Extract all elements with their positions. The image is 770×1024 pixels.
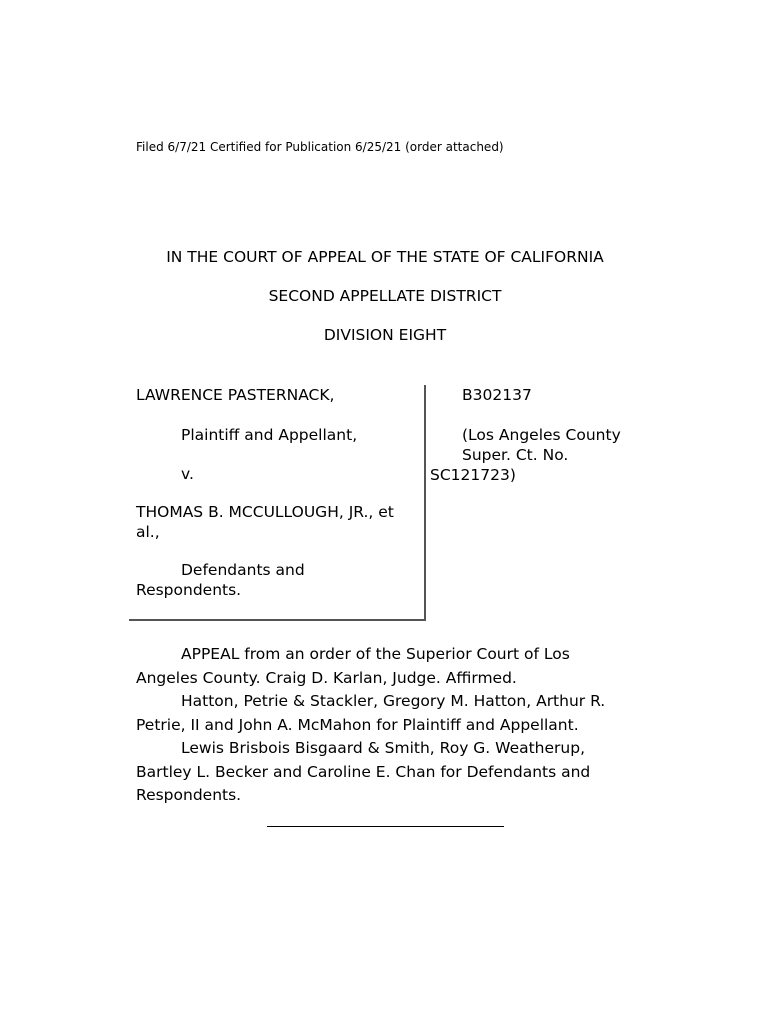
caption-divider-horizontal <box>129 619 426 621</box>
respondent-counsel-paragraph: Lewis Brisbois Bisgaard & Smith, Roy G. Weatherup, Bartley L. Becker and Caroline E. Chan for Defendants and Respondents. <box>136 739 591 804</box>
versus-label: v. <box>181 465 194 483</box>
opinion-preamble <box>136 643 636 808</box>
district-title: SECOND APPELLATE DISTRICT <box>268 287 502 305</box>
appeal-paragraph: APPEAL from an order of the Superior Court of Los Angeles County. Craig D. Karlan, Judge. Affirmed. <box>136 645 570 687</box>
appellant-counsel-paragraph: Hatton, Petrie & Stackler, Gregory M. Hatton, Arthur R. Petrie, II and John A. McMahon for Plaintiff and Appellant. <box>136 692 606 734</box>
plaintiff-name: LAWRENCE PASTERNACK, <box>136 386 335 404</box>
superior-court-line-3: SC121723) <box>430 466 516 484</box>
section-separator-line <box>267 826 504 827</box>
defendant-role: Defendants and Respondents. <box>136 561 305 599</box>
superior-court-line-1: (Los Angeles County <box>462 426 621 444</box>
caption-divider-vertical <box>424 385 426 620</box>
division-title: DIVISION EIGHT <box>323 326 447 344</box>
filing-note: Filed 6/7/21 Certified for Publication 6/25/21 (order attached) <box>136 140 504 154</box>
case-caption-parties <box>136 385 411 600</box>
court-title: IN THE COURT OF APPEAL OF THE STATE OF CALIFORNIA <box>166 248 604 266</box>
superior-court-line-2: Super. Ct. No. <box>462 446 569 464</box>
defendant-name: THOMAS B. MCCULLOUGH, JR., et al., <box>136 503 394 541</box>
case-number: B302137 <box>462 386 532 404</box>
plaintiff-role: Plaintiff and Appellant, <box>181 426 358 444</box>
